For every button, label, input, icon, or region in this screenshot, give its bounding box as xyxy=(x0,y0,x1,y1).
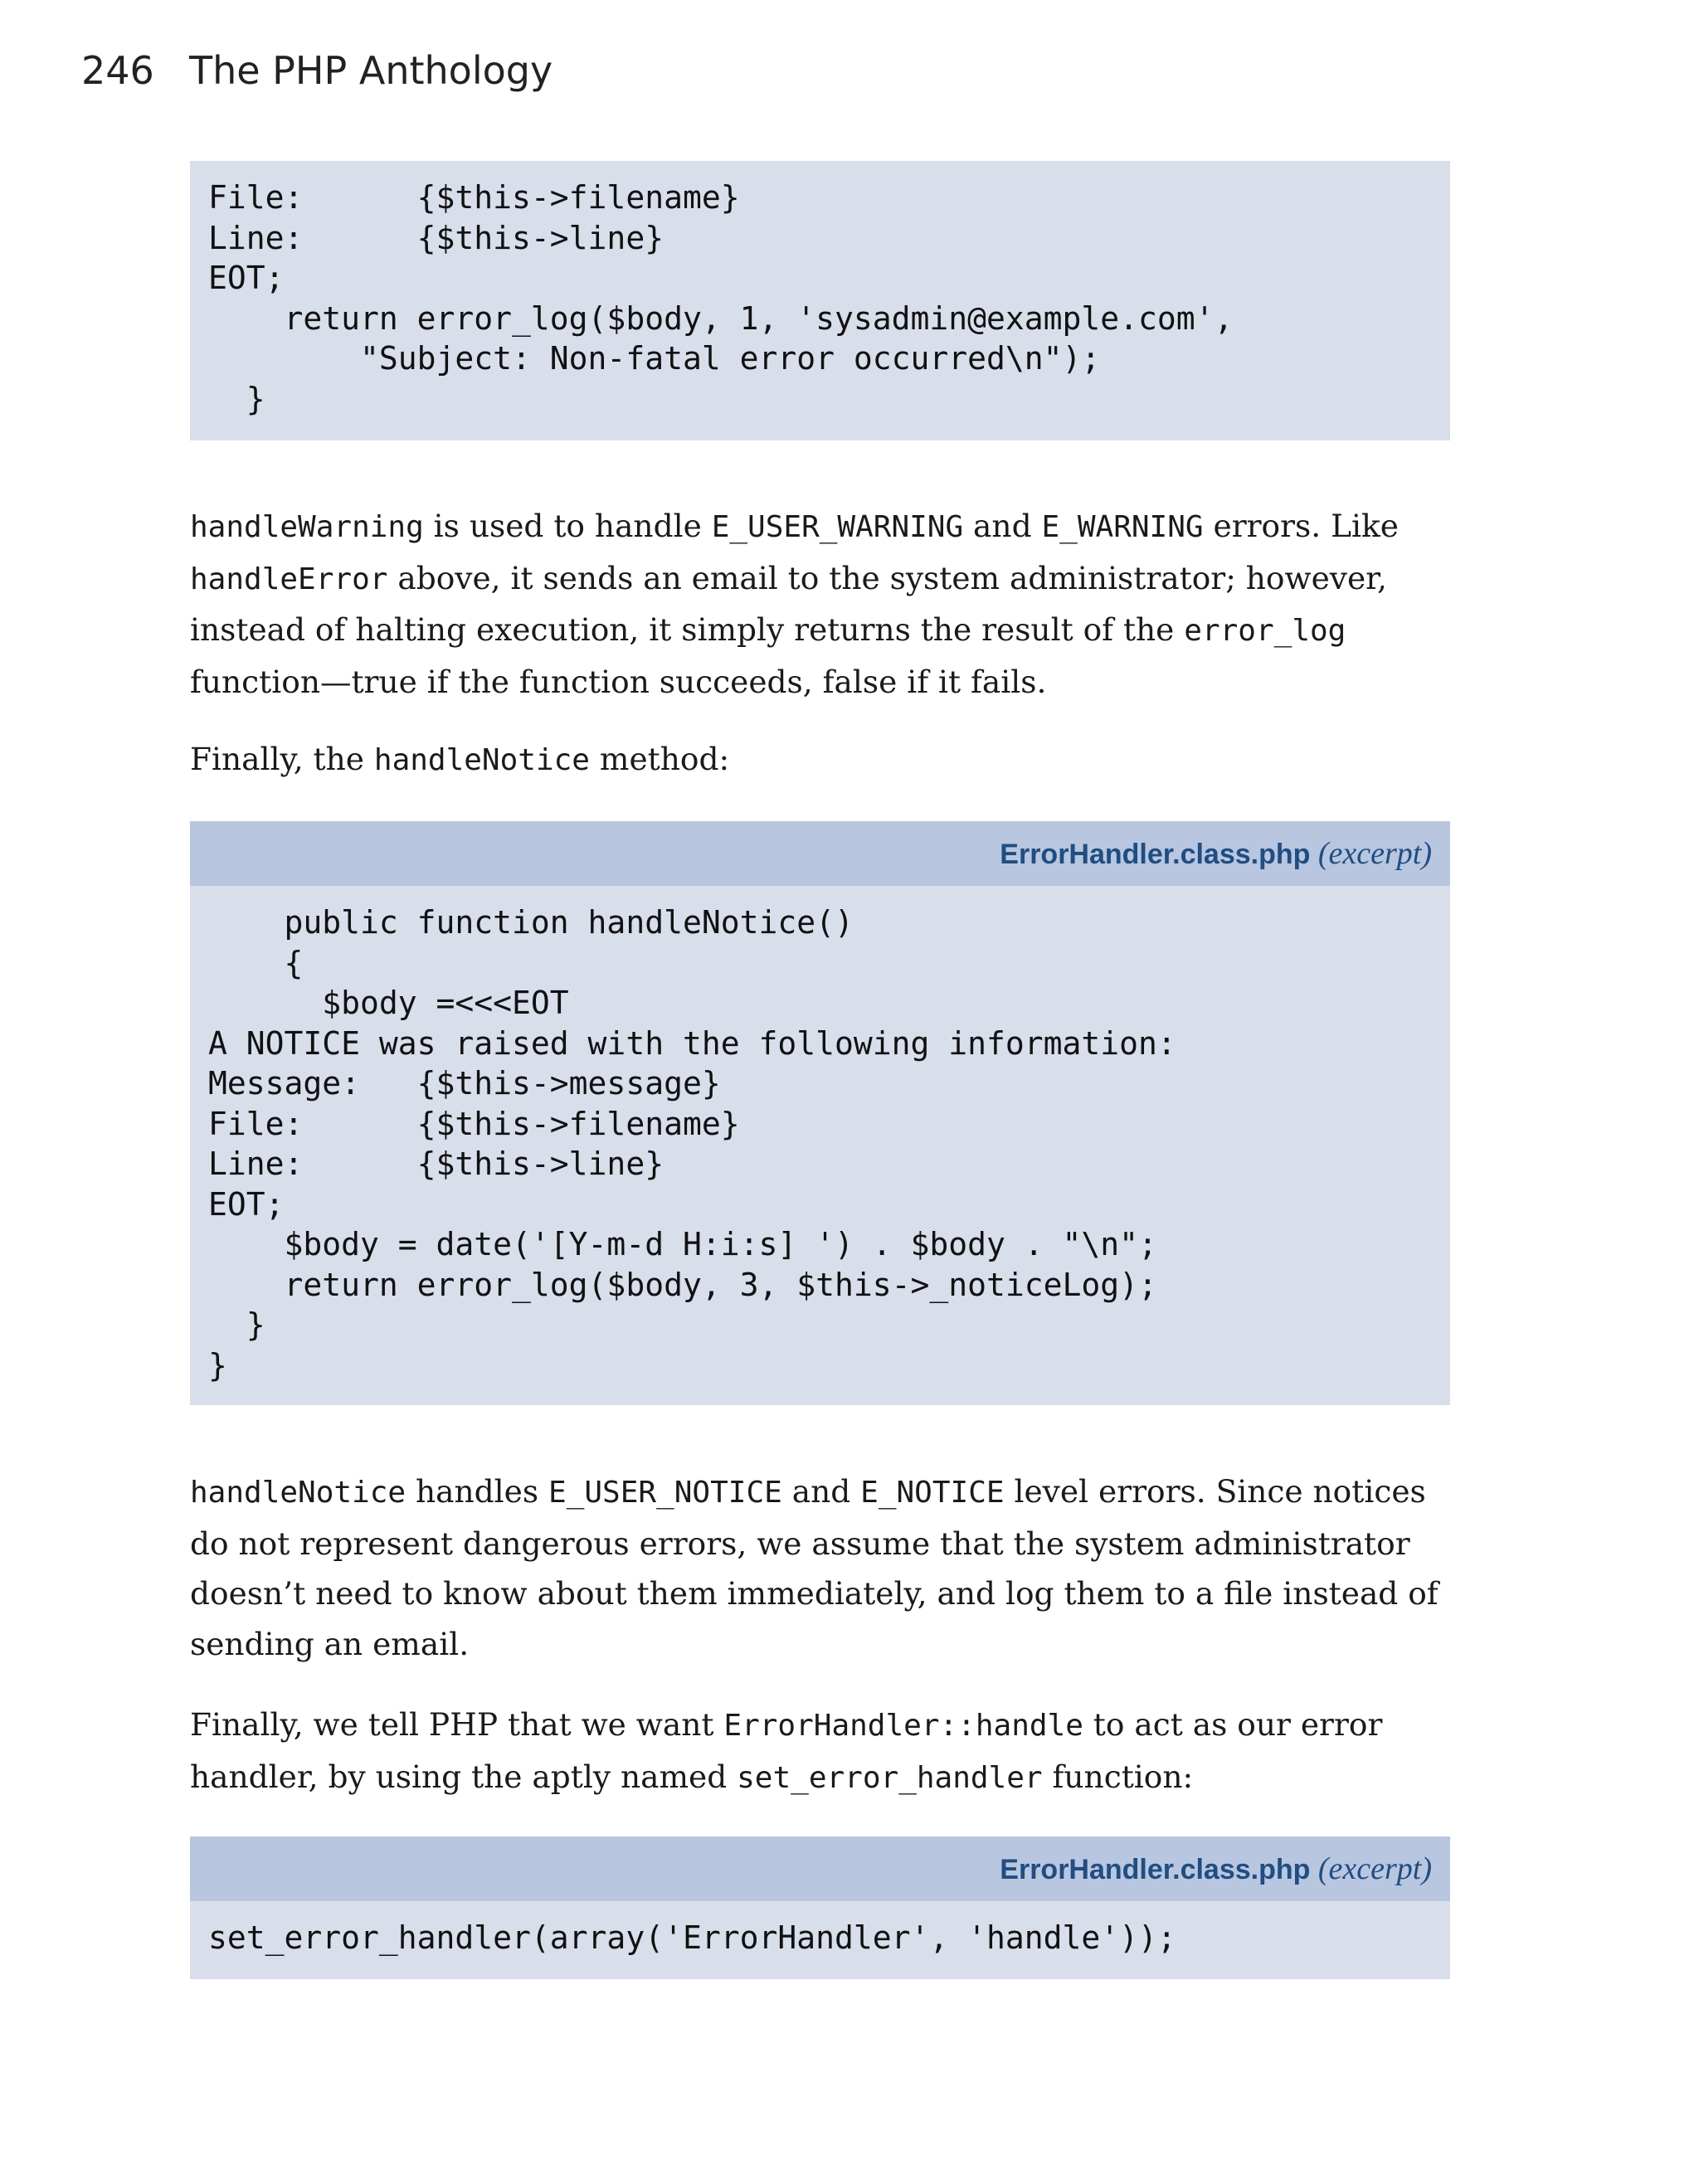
paragraph-text: to act as our error handler, by using the aptly named xyxy=(190,1706,1383,1795)
code-listing: File: {$this->filename} Line: {$this->line} EOT; return error_log($body, 1, 'sysadmin@example.com', "Subject: Non-fatal error occurred\n"); } xyxy=(208,179,1234,417)
paragraph-text: Finally, the xyxy=(190,741,374,777)
inline-code: handleNotice xyxy=(190,1476,406,1510)
paragraph-text: above, it sends an email to the system administrator; however, instead of halting execution, it simply returns the result of the xyxy=(190,559,1387,648)
paragraph-text: and xyxy=(781,1473,861,1510)
page-header xyxy=(81,48,553,93)
caption-note: (excerpt) xyxy=(1317,836,1432,871)
inline-code: set_error_handler xyxy=(737,1760,1043,1795)
inline-code: ErrorHandler::handle xyxy=(723,1709,1083,1743)
paragraph-handle-notice xyxy=(190,1467,1450,1669)
code-caption xyxy=(190,821,1450,886)
code-listing: set_error_handler(array('ErrorHandler', 'handle')); xyxy=(208,1919,1176,1956)
code-caption xyxy=(190,1836,1450,1901)
inline-code: E_WARNING xyxy=(1041,510,1204,544)
paragraph-text: function: xyxy=(1042,1758,1194,1795)
code-block-with-caption xyxy=(190,821,1450,1405)
paragraph-set-error-handler xyxy=(190,1700,1450,1803)
caption-filename: ErrorHandler.class.php xyxy=(1000,1854,1311,1885)
inline-code: E_USER_NOTICE xyxy=(548,1476,782,1510)
paragraph-text: errors. Like xyxy=(1203,508,1399,544)
inline-code: E_USER_WARNING xyxy=(711,510,964,544)
paragraph-handle-warning xyxy=(190,501,1450,707)
code-listing: public function handleNotice() { $body =<<<EOT A NOTICE was raised with the following information: Message: {$this->message} File: {$this->filename} Line: {$this->line} EOT; $body = date('[Y-m-d H:i:s] ') . $body . "\n"; return error_log($body, 3, $this->_noticeLog); } } xyxy=(208,904,1176,1384)
book-title: The PHP Anthology xyxy=(189,48,553,93)
paragraph-text: handles xyxy=(406,1473,549,1510)
code-block xyxy=(190,161,1450,440)
caption-note: (excerpt) xyxy=(1317,1851,1432,1886)
paragraph-text: method: xyxy=(589,741,730,777)
inline-code: handleError xyxy=(190,562,388,596)
code-block-with-caption xyxy=(190,1836,1450,1979)
paragraph-text: level errors. Since notices do not represent dangerous errors, we assume that the system administrator doesn’t need to know about them immediately, and log them to a file instead of sending an email. xyxy=(190,1473,1439,1662)
inline-code: handleNotice xyxy=(373,743,590,777)
paragraph-text: function—true if the function succeeds, false if it fails. xyxy=(190,663,1047,700)
paragraph-text: Finally, we tell PHP that we want xyxy=(190,1706,724,1743)
inline-code: error_log xyxy=(1184,614,1346,648)
inline-code: handleWarning xyxy=(190,510,424,544)
paragraph-text: and xyxy=(963,508,1042,544)
inline-code: E_NOTICE xyxy=(860,1476,1005,1510)
page-number: 246 xyxy=(81,48,154,93)
paragraph-handle-notice-intro xyxy=(190,734,1450,786)
paragraph-text: is used to handle xyxy=(423,508,712,544)
caption-filename: ErrorHandler.class.php xyxy=(1000,839,1311,870)
